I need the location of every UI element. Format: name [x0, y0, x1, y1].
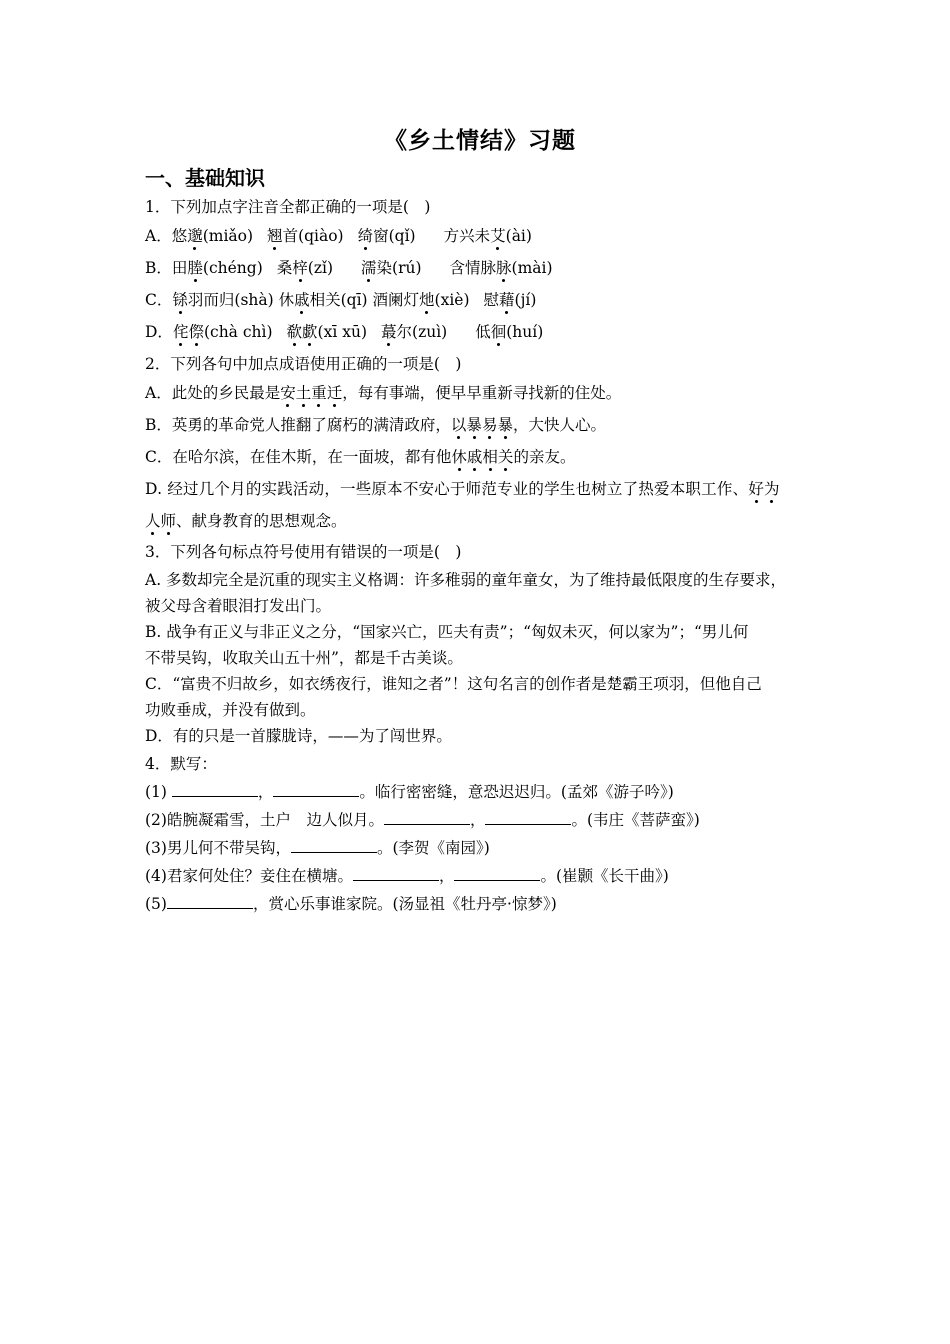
question-2-option-d-line-1	[145, 479, 780, 499]
text: A．悠	[145, 227, 188, 245]
question-3-option-a-line-2: 被父母含着眼泪打发出门。	[145, 597, 332, 615]
dotted-char: 戚	[466, 448, 483, 466]
dotted-char: 濡	[361, 259, 377, 277]
text: 相关(qī) 酒阑灯	[309, 291, 420, 309]
dotted-char: 蕞	[381, 323, 397, 341]
answer-blank[interactable]	[454, 866, 540, 881]
dotted-char: 休	[451, 448, 467, 466]
text: 。(李贺《南园》)	[376, 839, 490, 857]
text: D．	[145, 323, 173, 341]
dotted-idiom	[748, 480, 779, 498]
text: (chà chì)	[203, 323, 273, 341]
text: 染(rú)	[376, 259, 422, 277]
text: 含情脉	[449, 259, 497, 277]
text: D. 经过几个月的实践活动，一些原本不安心于师范专业的学生也树立了热爱本职工作、	[145, 480, 749, 498]
text: 。(韦庄《菩萨蛮》)	[571, 811, 700, 829]
answer-blank[interactable]	[353, 866, 439, 881]
dotted-idiom	[451, 448, 513, 466]
dictation-line-1	[145, 782, 674, 802]
text: ，赏心乐事谁家院。(汤显祖《牡丹亭·惊梦》)	[252, 895, 557, 913]
text: 慰	[483, 291, 500, 309]
dotted-char: 铩	[172, 291, 188, 309]
answer-blank[interactable]	[485, 810, 571, 825]
answer-blank[interactable]	[291, 838, 377, 853]
answer-blank[interactable]	[172, 782, 258, 797]
text: C．在哈尔滨，在佳木斯，在一面坡，都有他	[145, 448, 452, 466]
text: 。临行密密缝，意恐迟迟归。(孟郊《游子吟》)	[359, 783, 674, 801]
dotted-char: 塍	[187, 259, 203, 277]
text: (miǎo)	[202, 227, 254, 245]
dotted-char: 重	[311, 384, 327, 402]
question-4-stem: 4．默写：	[145, 755, 217, 773]
text: (chéng)	[202, 259, 263, 277]
text: 桑	[276, 259, 293, 277]
question-3-option-a-line-1: A. 多数却完全是沉重的现实主义格调：许多稚弱的童年童女，为了维持最低限度的生存要求，	[145, 571, 787, 589]
text: ，	[438, 867, 455, 885]
question-1-stem: 1．下列加点字注音全都正确的一项是( )	[145, 198, 431, 216]
dotted-char: 相	[482, 448, 498, 466]
text: ，	[469, 811, 486, 829]
text: 、献身教育的思想观念。	[176, 512, 347, 530]
text: 窗(qǐ)	[373, 227, 416, 245]
question-2-option-c	[145, 447, 575, 467]
text: (huí)	[506, 323, 544, 341]
dotted-char: 以	[450, 416, 467, 434]
dotted-char: 艾	[490, 227, 506, 245]
question-2-option-d-line-2	[145, 511, 347, 531]
dotted-char: 梓	[292, 259, 308, 277]
text: 方兴未	[443, 227, 491, 245]
dotted-char: 关	[497, 448, 514, 466]
dictation-line-5	[145, 894, 557, 914]
text: 羽而归(shà) 休	[187, 291, 295, 309]
text: ，大快人心。	[512, 416, 606, 434]
dotted-char: 土	[295, 384, 312, 402]
text: (xī xū)	[317, 323, 367, 341]
dotted-char: 暴	[497, 416, 513, 434]
dotted-idiom	[451, 416, 513, 434]
text: B．田	[145, 259, 188, 277]
answer-blank[interactable]	[384, 810, 470, 825]
question-2-stem: 2．下列各句中加点成语使用正确的一项是( )	[145, 355, 462, 373]
dotted-char: 脉	[496, 259, 512, 277]
dotted-char: 徊	[490, 323, 507, 341]
dotted-char: 欷	[286, 323, 303, 341]
dotted-char: 灺	[419, 291, 435, 309]
question-2-option-a	[145, 383, 621, 403]
dotted-char: 为	[763, 480, 780, 498]
section-heading: 一、基础知识	[145, 166, 265, 190]
question-3-stem: 3．下列各句标点符号使用有错误的一项是( )	[145, 543, 462, 561]
answer-blank[interactable]	[273, 782, 359, 797]
question-3-option-c-line-1: C．“富贵不归故乡，如衣绣夜行，谁知之者”！这句名言的创作者是楚霸王项羽，但他自己	[145, 675, 762, 693]
text: ，	[257, 783, 274, 801]
question-1-option-a	[145, 226, 532, 246]
text: 的亲友。	[513, 448, 576, 466]
text: (3)男儿何不带吴钩，	[145, 839, 291, 857]
text: 低	[475, 323, 491, 341]
dictation-line-4	[145, 866, 669, 886]
dotted-char: 绮	[357, 227, 374, 245]
text: (2)皓腕凝霜雪，土户 边人似月。	[145, 811, 384, 829]
dotted-char: 傺	[188, 323, 204, 341]
dotted-char: 邈	[187, 227, 203, 245]
text: (mài)	[511, 259, 553, 277]
text: 。(崔颢《长干曲》)	[540, 867, 669, 885]
dotted-char: 安	[280, 384, 296, 402]
question-1-option-d	[145, 322, 543, 342]
dotted-char: 师	[160, 512, 177, 530]
text: C．	[145, 291, 173, 309]
text: (jí)	[514, 291, 537, 309]
dotted-char: 好	[748, 480, 764, 498]
text: (zǐ)	[307, 259, 333, 277]
question-3-option-d: D．有的只是一首朦胧诗，——为了闯世界。	[145, 727, 452, 745]
text: (5)	[145, 895, 167, 913]
dotted-char: 歔	[302, 323, 318, 341]
answer-blank[interactable]	[167, 894, 253, 909]
text: 首(qiào)	[282, 227, 344, 245]
dictation-line-2	[145, 810, 700, 830]
text: A．此处的乡民最是	[145, 384, 281, 402]
question-3-option-b-line-2: 不带吴钩，收取关山五十州”，都是千古美谈。	[145, 649, 463, 667]
dotted-char: 侘	[172, 323, 189, 341]
dotted-char: 暴	[466, 416, 482, 434]
text: B．英勇的革命党人推翻了腐朽的满清政府，	[145, 416, 451, 434]
page-title: 《乡土情结》习题	[384, 127, 576, 154]
text: (xiè)	[434, 291, 470, 309]
dotted-char: 翘	[267, 227, 283, 245]
dotted-idiom	[145, 512, 176, 530]
question-1-option-b	[145, 258, 553, 278]
text: (ài)	[505, 227, 532, 245]
text: 尔(zuì)	[396, 323, 448, 341]
text: (4)君家何处住？妾住在横塘。	[145, 867, 353, 885]
question-3-option-c-line-2: 功败垂成，并没有做到。	[145, 701, 316, 719]
dotted-char: 藉	[499, 291, 515, 309]
dotted-idiom	[280, 384, 342, 402]
dotted-char: 戚	[294, 291, 310, 309]
question-2-option-b	[145, 415, 606, 435]
dotted-char: 人	[145, 512, 161, 530]
question-1-option-c	[145, 290, 536, 310]
dictation-line-3	[145, 838, 490, 858]
dotted-char: 迁	[326, 384, 343, 402]
text: (1)	[145, 783, 172, 801]
question-3-option-b-line-1: B. 战争有正义与非正义之分，“国家兴亡，匹夫有责”；“匈奴未灭，何以家为”；“男儿何	[145, 623, 749, 641]
dotted-char: 易	[481, 416, 498, 434]
text: ，每有事端，便早早重新寻找新的住处。	[342, 384, 622, 402]
